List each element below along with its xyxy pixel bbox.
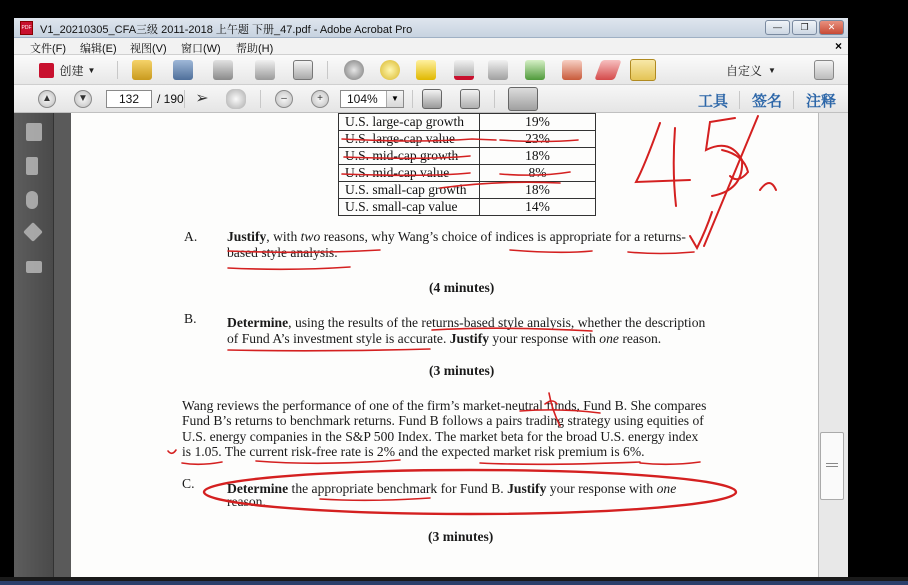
- zoom-in-icon[interactable]: +: [311, 90, 329, 108]
- index-name-cell: U.S. mid-cap value: [339, 165, 480, 182]
- window-title: V1_20210305_CFA三级 2011-2018 上午题 下册_47.pdf - Adobe Acrobat Pro: [40, 24, 413, 36]
- annotation-underline: [344, 156, 470, 158]
- index-name-cell: U.S. small-cap growth: [339, 182, 480, 199]
- question-b-text-a: of Fund A’s investment style is accurate.: [227, 331, 450, 346]
- menu-view[interactable]: 视图(V): [130, 43, 167, 55]
- return-value-cell: 23%: [480, 131, 596, 148]
- page-total-label: / 190: [157, 92, 184, 106]
- annotation-underline: [640, 462, 700, 464]
- question-a-text-a: , with: [266, 229, 301, 244]
- paragraph-line-2: Fund B’s returns to benchmark returns. Fund B follows a pairs trading strategy using equities of: [182, 413, 704, 428]
- annotation-mark: [168, 450, 176, 453]
- question-a-text-b: reasons, why Wang’s choice of indices is appropriate for a returns-: [320, 229, 686, 244]
- index-name-cell: U.S. large-cap growth: [339, 114, 480, 131]
- restore-button[interactable]: ❐: [792, 20, 817, 35]
- annotation-underline: [228, 250, 380, 252]
- tab-tools[interactable]: 工具: [698, 93, 729, 110]
- paragraph-line-1: Wang reviews the performance of one of the firm’s market-neutral funds, Fund B. She compares: [182, 398, 707, 413]
- question-b-time: (3 minutes): [429, 363, 495, 378]
- question-c-time: (3 minutes): [428, 529, 494, 544]
- zoom-level-input[interactable]: 104%: [340, 90, 404, 108]
- close-document-icon[interactable]: ×: [834, 39, 842, 53]
- annotation-arrow: [690, 212, 712, 248]
- taskbar-accent: [0, 581, 908, 585]
- question-b-text-c: reason.: [618, 331, 662, 346]
- scrollbar-thumb[interactable]: [820, 432, 844, 500]
- question-a-letter: A.: [184, 229, 198, 244]
- index-name-cell: U.S. mid-cap growth: [339, 148, 480, 165]
- index-name-cell: U.S. small-cap value: [339, 199, 480, 216]
- tab-comment[interactable]: 注释: [806, 93, 837, 110]
- annotation-underline: [182, 462, 222, 464]
- previous-page-icon[interactable]: ▲: [38, 90, 56, 108]
- annotation-underline: [342, 173, 470, 175]
- chevron-down-icon: ▼: [87, 65, 96, 75]
- annotation-underline: [432, 328, 592, 331]
- annotation-underline: [440, 182, 560, 188]
- menu-file[interactable]: 文件(F): [30, 43, 67, 55]
- question-a-line2: based style analysis.: [227, 245, 338, 260]
- return-value-cell: 8%: [480, 165, 596, 182]
- zoom-dropdown-icon[interactable]: ▼: [386, 91, 403, 107]
- annotation-underline: [628, 252, 694, 254]
- menu-window[interactable]: 窗口(W): [181, 43, 221, 55]
- select-cursor-icon[interactable]: ➢: [195, 90, 209, 107]
- return-value-cell: 18%: [480, 148, 596, 165]
- annotation-underline: [480, 462, 640, 464]
- question-b-letter: B.: [184, 311, 197, 326]
- taskbar-edge: [0, 577, 908, 585]
- annotation-underline: [500, 140, 578, 142]
- return-value-cell: 18%: [480, 182, 596, 199]
- annotation-underline: [510, 250, 592, 252]
- handwriting-4: [636, 123, 690, 182]
- annotation-underline: [228, 349, 430, 351]
- vertical-scrollbar[interactable]: [818, 113, 848, 577]
- scroll-grip: [826, 463, 838, 464]
- minimize-button[interactable]: —: [765, 20, 790, 35]
- index-name-cell: U.S. large-cap value: [339, 131, 480, 148]
- chevron-down-icon: ▼: [768, 65, 776, 75]
- handwriting-percent: [704, 116, 758, 246]
- question-a-verb: Justify: [227, 229, 267, 244]
- question-b-text-b: your response with: [489, 331, 600, 346]
- close-window-button[interactable]: ✕: [819, 20, 844, 35]
- paragraph-line-3: U.S. energy companies in the S&P 500 Index. The market beta for the broad U.S. energy index: [182, 429, 699, 444]
- create-label: 创建: [59, 63, 84, 78]
- return-value-cell: 14%: [480, 199, 596, 216]
- question-b-verb2: Justify: [449, 331, 490, 346]
- return-value-cell: 19%: [480, 114, 596, 131]
- question-c-line2: reason.: [227, 494, 266, 509]
- page-number-input[interactable]: 132: [106, 90, 152, 108]
- question-a-italic: two: [300, 229, 321, 244]
- annotation-underline: [500, 172, 570, 175]
- question-c-text-b: your response with: [546, 481, 657, 496]
- question-c-verb: Determine: [227, 481, 289, 496]
- menu-edit[interactable]: 编辑(E): [80, 43, 117, 55]
- annotation-underline: [342, 139, 496, 141]
- annotation-underline: [320, 498, 430, 500]
- question-b-italic: one: [599, 331, 619, 346]
- acrobat-app-icon: PDF: [20, 21, 33, 35]
- next-page-icon[interactable]: ▼: [74, 90, 92, 108]
- question-c-letter: C.: [182, 476, 195, 491]
- question-b-text: , using the results of the returns-based style analysis, whether the description: [288, 315, 706, 330]
- handwriting-percent: [760, 183, 776, 190]
- handwriting-4: [674, 128, 676, 206]
- annotation-underline: [228, 267, 350, 269]
- handwriting-percent: [722, 150, 748, 179]
- paragraph-line-4: is 1.05. The current risk-free rate is 2% and the expected market risk premium is 6%.: [182, 444, 645, 459]
- question-c-verb2: Justify: [507, 481, 547, 496]
- tab-sign[interactable]: 签名: [752, 93, 783, 110]
- zoom-out-icon[interactable]: –: [275, 90, 293, 108]
- annotation-underline: [520, 410, 600, 413]
- annotation-underline: [256, 460, 400, 463]
- menu-help[interactable]: 帮助(H): [236, 43, 274, 55]
- question-a-time: (4 minutes): [429, 280, 495, 295]
- scroll-grip: [826, 466, 838, 467]
- question-c-italic: one: [656, 481, 677, 496]
- question-b-verb: Determine: [227, 315, 289, 330]
- annotation-circle: [204, 470, 736, 514]
- customize-label: 自定义: [726, 63, 763, 78]
- question-c-text: the appropriate benchmark for Fund B.: [288, 481, 508, 496]
